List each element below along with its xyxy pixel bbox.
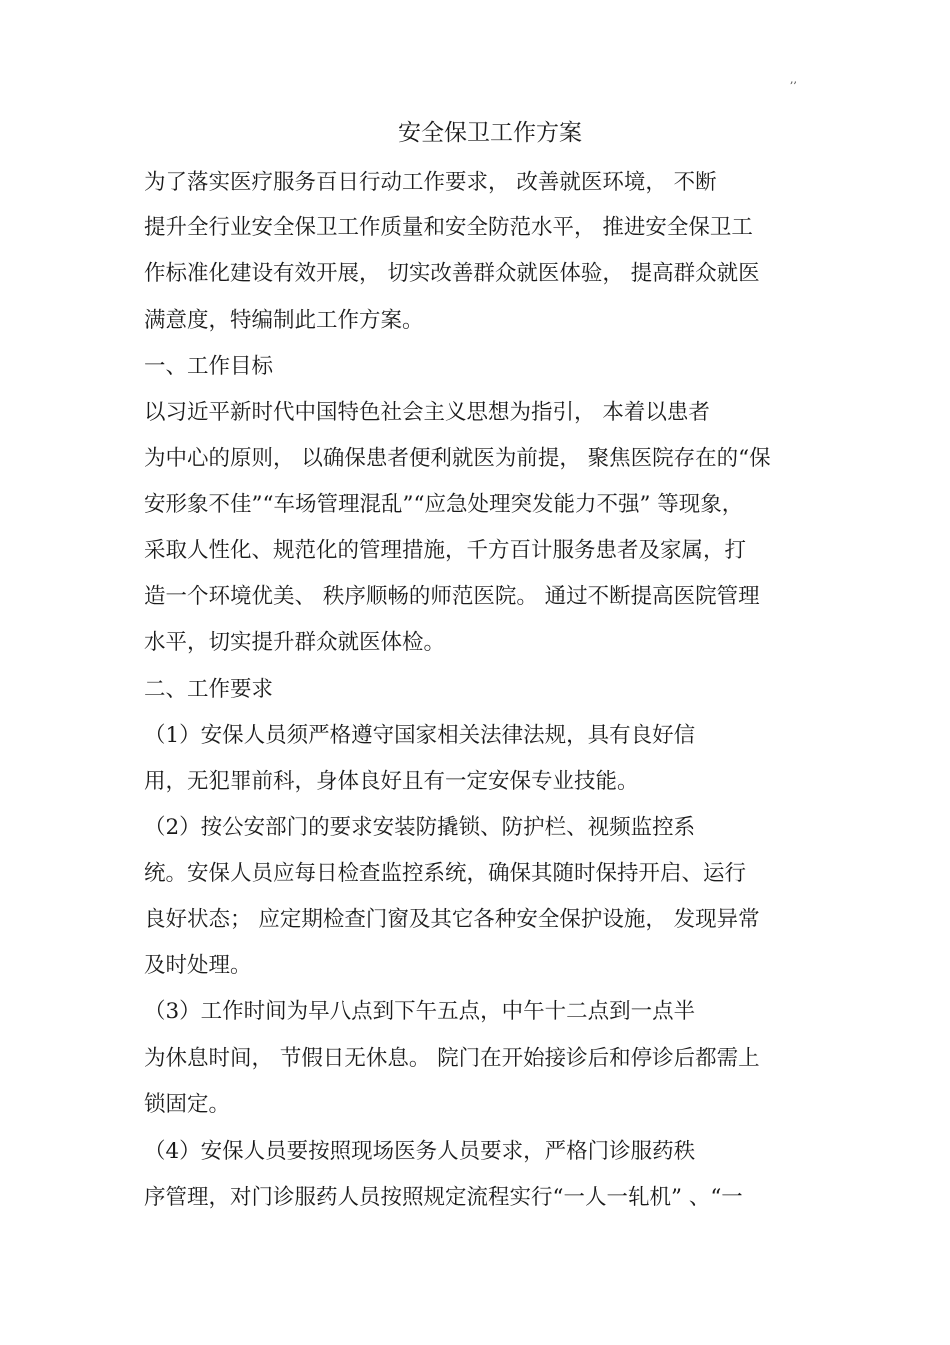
paragraph-line: 作标准化建设有效开展， 切实改善群众就医体验， 提高群众就医 — [144, 261, 760, 286]
paragraph-line: 为中心的原则， 以确保患者便利就医为前提， 聚焦医院存在的“保 — [144, 446, 771, 471]
paragraph-line: 满意度，特编制此工作方案。 — [144, 308, 424, 333]
section-heading: 二、工作要求 — [144, 677, 274, 702]
paragraph-line: 良好状态； 应定期检查门窗及其它各种安全保护设施， 发现异常 — [144, 907, 760, 932]
paragraph-line: 序管理，对门诊服药人员按照规定流程实行“一人一轧机” 、“一 — [144, 1185, 743, 1210]
corner-mark: ,, — [790, 73, 797, 86]
paragraph-line: 为了落实医疗服务百日行动工作要求， 改善就医环境， 不断 — [144, 170, 717, 195]
paragraph-line: 锁固定。 — [144, 1092, 231, 1117]
paragraph-line: （3）工作时间为早八点到下午五点，中午十二点到一点半 — [144, 999, 696, 1024]
paragraph-line: 造一个环境优美、 秩序顺畅的师范医院。 通过不断提高医院管理 — [144, 584, 760, 609]
document-title: 安全保卫工作方案 — [398, 120, 582, 146]
paragraph-line: （2）按公安部门的要求安装防撬锁、防护栏、视频监控系 — [144, 815, 696, 840]
paragraph-line: 及时处理。 — [144, 953, 252, 978]
paragraph-line: 采取人性化、规范化的管理措施，千方百计服务患者及家属，打 — [144, 538, 747, 563]
paragraph-line: （1）安保人员须严格遵守国家相关法律法规，具有良好信 — [144, 723, 696, 748]
paragraph-line: 水平，切实提升群众就医体检。 — [144, 630, 446, 655]
paragraph-line: 提升全行业安全保卫工作质量和安全防范水平， 推进安全保卫工 — [144, 215, 753, 240]
paragraph-line: 为休息时间， 节假日无休息。 院门在开始接诊后和停诊后都需上 — [144, 1046, 760, 1071]
paragraph-line: 以习近平新时代中国特色社会主义思想为指引， 本着以患者 — [144, 400, 710, 425]
section-heading: 一、工作目标 — [144, 354, 274, 379]
paragraph-line: 用，无犯罪前科，身体良好且有一定安保专业技能。 — [144, 769, 639, 794]
paragraph-line: （4）安保人员要按照现场医务人员要求，严格门诊服药秩 — [144, 1139, 696, 1164]
paragraph-line: 安形象不佳”“车场管理混乱”“应急处理突发能力不强” 等现象， — [144, 492, 744, 517]
paragraph-line: 统。安保人员应每日检查监控系统，确保其随时保持开启、运行 — [144, 861, 747, 886]
